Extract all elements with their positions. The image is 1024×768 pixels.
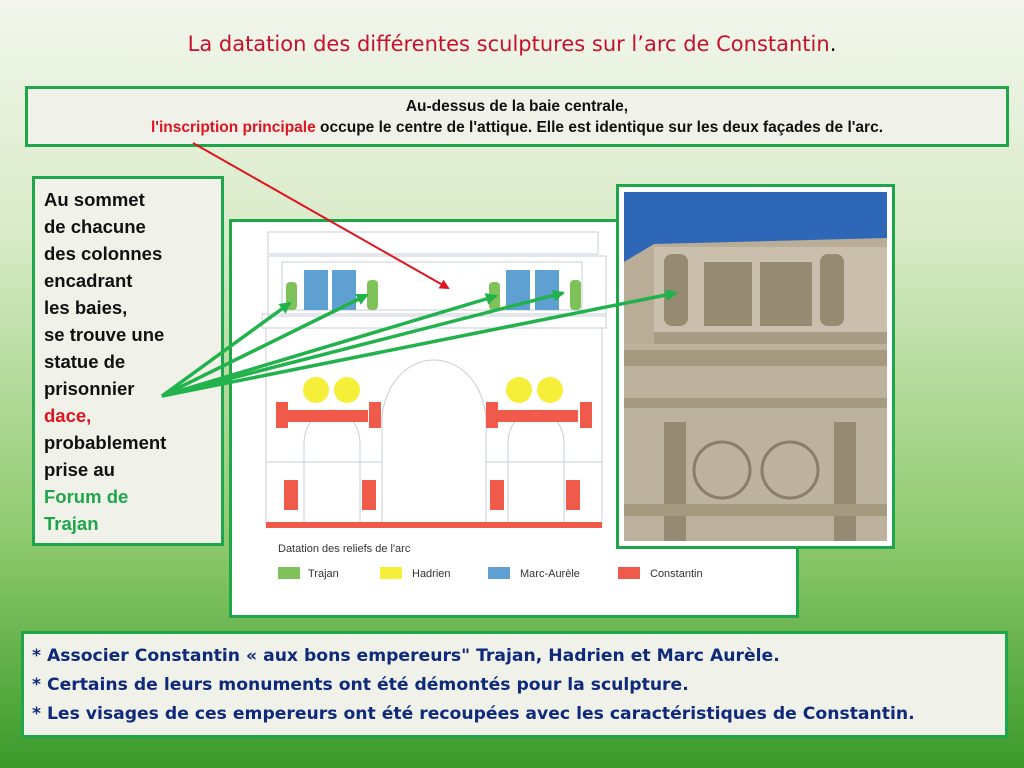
legend xyxy=(278,567,703,580)
note-line: * Associer Constantin « aux bons empereurs" Trajan, Hadrien et Marc Aurèle. xyxy=(32,646,780,666)
statue-text-line: des colonnes xyxy=(44,243,163,264)
marc-aurele-panels xyxy=(304,270,559,310)
statue-text-line: probablement xyxy=(44,432,167,453)
title-text: La datation des différentes sculptures sur l’arc de Constantin xyxy=(187,32,830,56)
legend-label-marc-aurele: Marc-Aurèle xyxy=(520,568,580,580)
statue-text-line: de chacune xyxy=(44,216,146,237)
inscription-box xyxy=(25,86,1009,147)
legend-swatch-marc-aurele xyxy=(488,567,510,579)
statue-text-line: prise au xyxy=(44,459,115,480)
statue-text-line: les baies, xyxy=(44,297,128,318)
inscription-rest: occupe le centre de l'attique. Elle est identique sur les deux façades de l'arc. xyxy=(315,119,884,136)
statue-text-line: prisonnier xyxy=(44,378,135,399)
inscription-line-1: Au-dessus de la baie centrale, xyxy=(405,98,629,115)
arch-attic-photo xyxy=(624,192,887,541)
statue-text-line: encadrant xyxy=(44,270,133,291)
statue-text-forum: Forum de xyxy=(44,486,129,507)
legend-label-hadrien: Hadrien xyxy=(412,568,451,580)
statue-text-line: Au sommet xyxy=(44,189,145,210)
slide-title xyxy=(0,32,1024,56)
legend-label-trajan: Trajan xyxy=(308,568,339,580)
statue-text-line: se trouve une xyxy=(44,324,165,345)
legend-label-constantin: Constantin xyxy=(650,568,703,580)
statue-text-trajan: Trajan xyxy=(44,513,99,534)
prisoner-statue-box xyxy=(32,176,224,546)
note-line: * Les visages de ces empereurs ont été recoupées avec les caractéristiques de Constantin. xyxy=(32,704,915,724)
legend-title: Datation des reliefs de l'arc xyxy=(278,543,411,555)
legend-swatch-constantin xyxy=(618,567,640,579)
hadrien-roundels xyxy=(303,377,563,403)
legend-swatch-trajan xyxy=(278,567,300,579)
inscription-highlight: l'inscription principale xyxy=(150,119,316,136)
note-line: * Certains de leurs monuments ont été démontés pour la sculpture. xyxy=(32,675,689,695)
constantin-reliefs xyxy=(266,402,602,528)
statue-text-dace: dace, xyxy=(44,405,92,426)
inscription-line-2 xyxy=(28,117,1006,138)
arch-photo-box xyxy=(616,184,895,549)
statue-text-line: statue de xyxy=(44,351,126,372)
notes-box xyxy=(21,631,1008,738)
legend-swatch-hadrien xyxy=(380,567,402,579)
title-period: . xyxy=(829,32,837,56)
